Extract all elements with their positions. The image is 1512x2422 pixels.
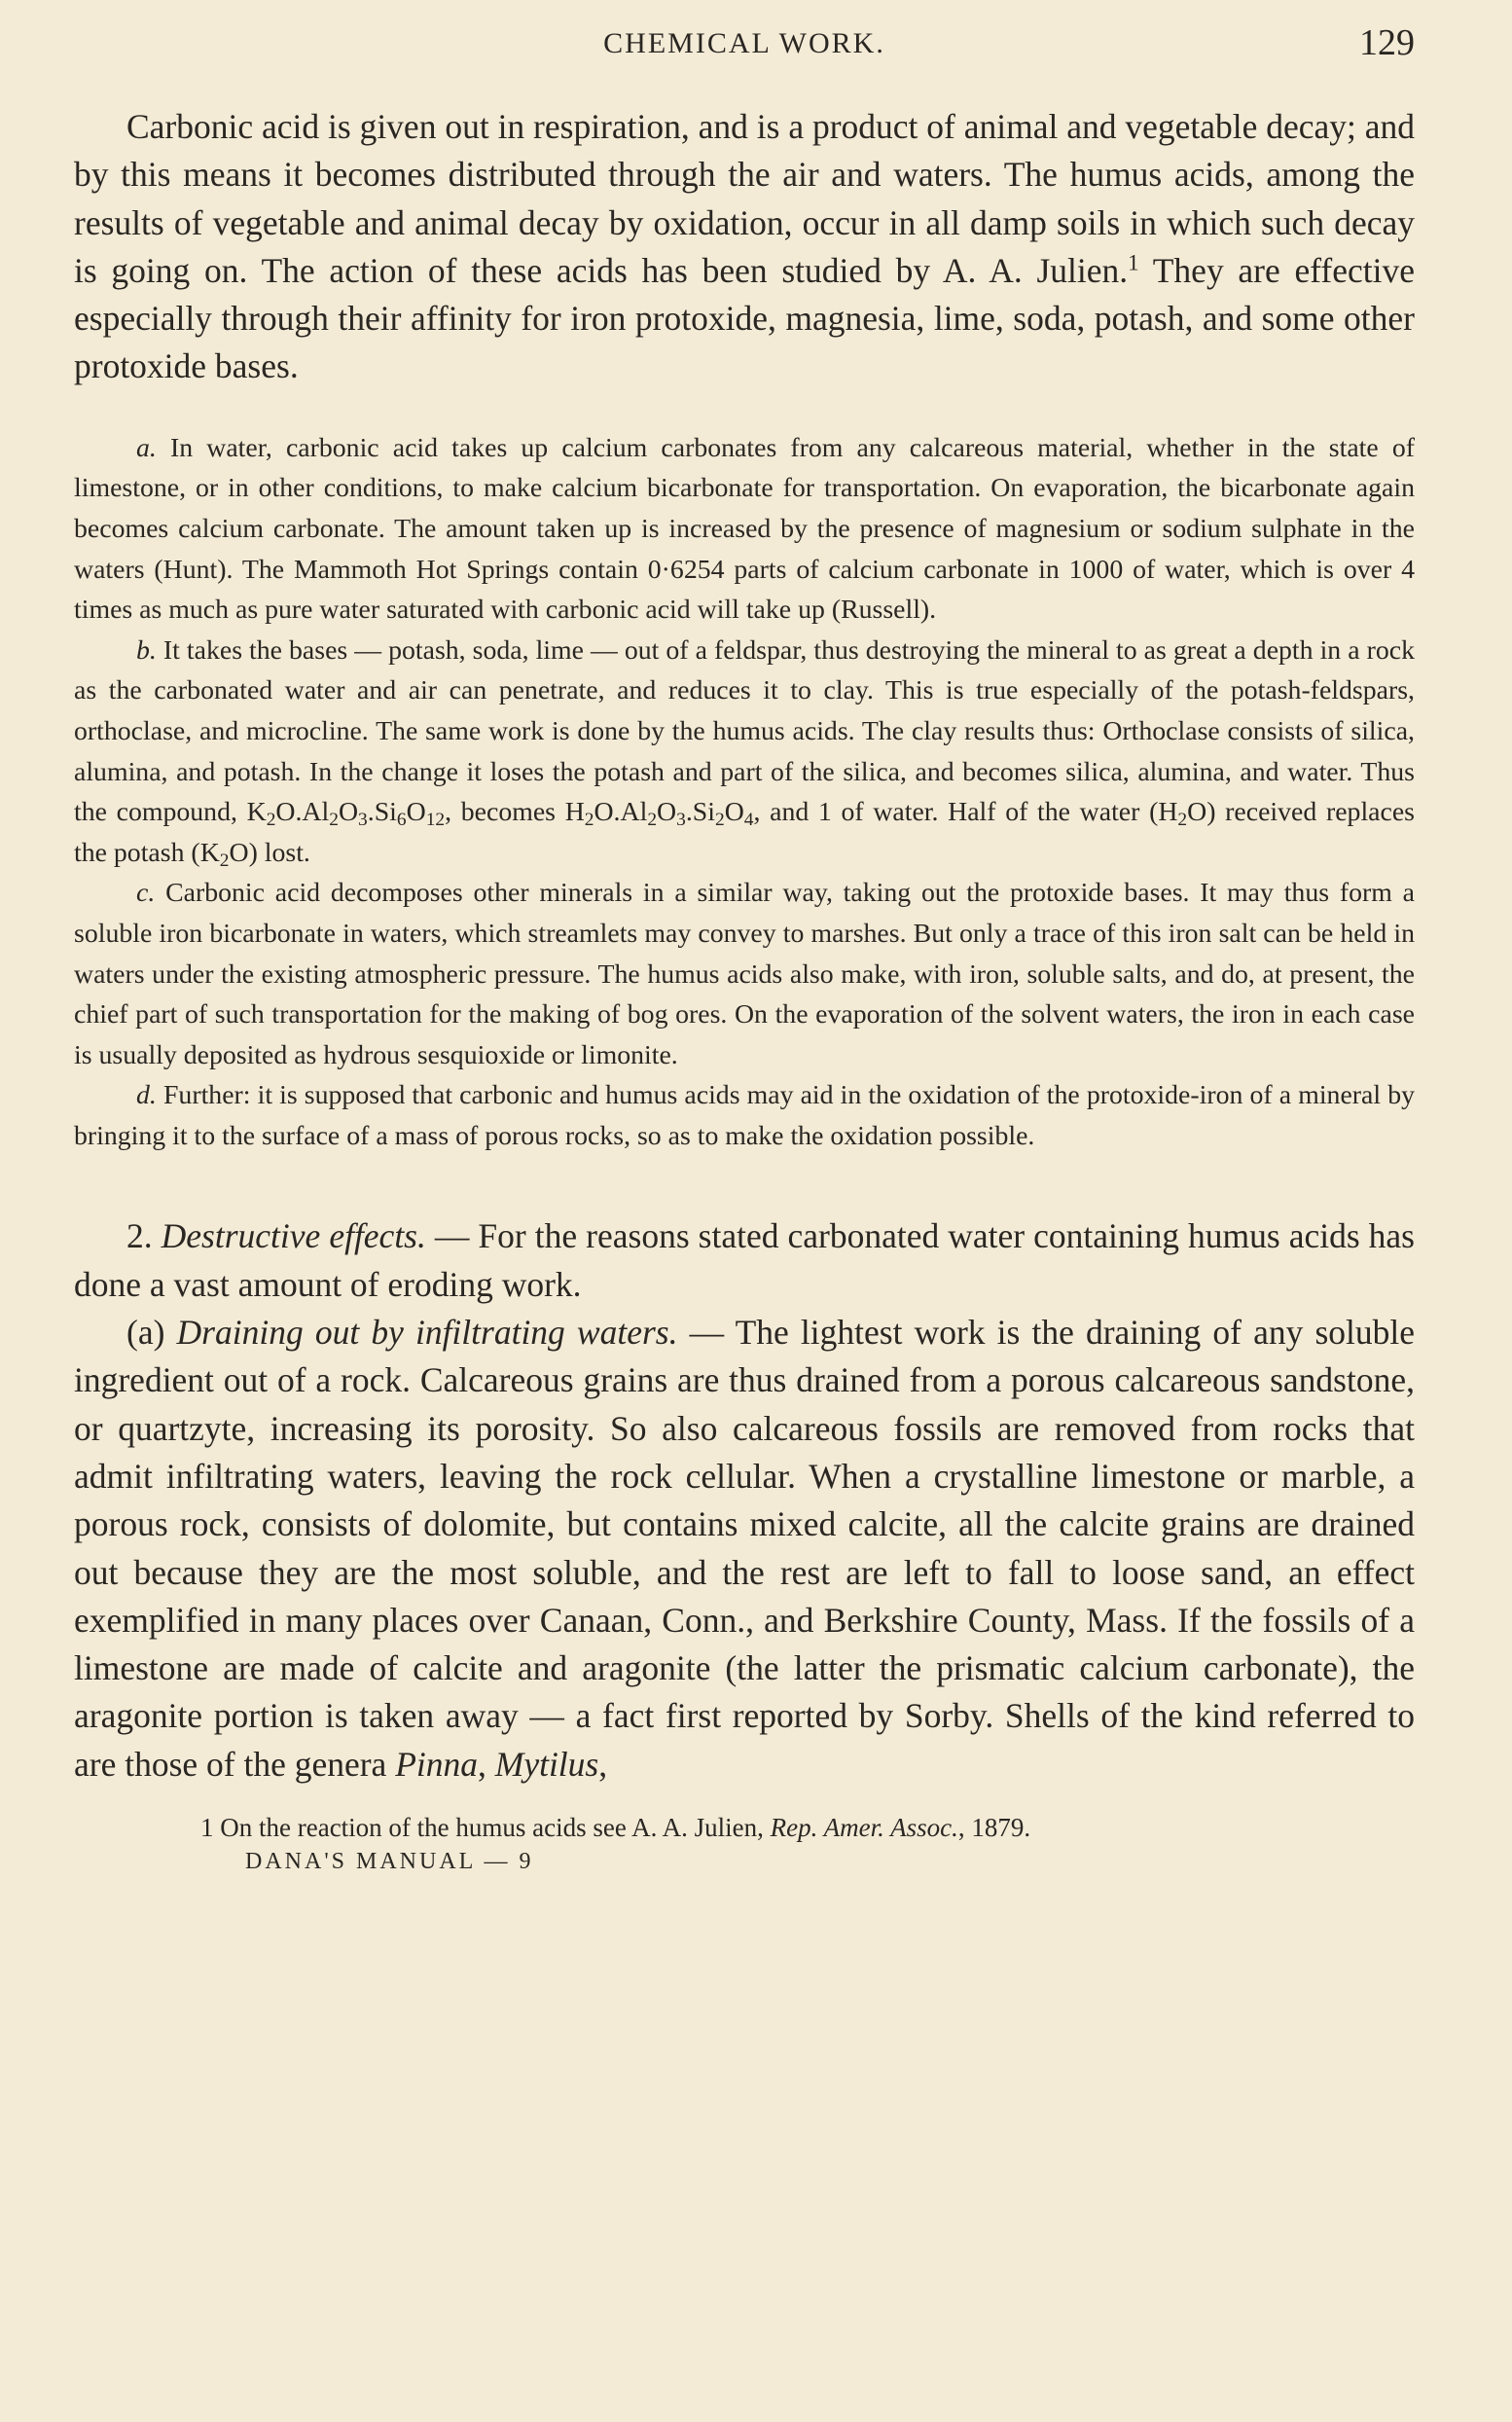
intro-text-after: They are effective especially through their affinity for iron protoxide, magnesia, lime, soda, potash, and some other protoxide bases. xyxy=(74,250,1416,386)
page xyxy=(74,19,1415,1875)
item-b-text-2: , becomes xyxy=(445,797,565,828)
subsection-a-heading: Draining out by infiltrating waters. xyxy=(176,1313,678,1353)
item-d xyxy=(74,1075,1415,1156)
genus-pinna: Pinna xyxy=(395,1744,478,1784)
item-b-text-4: ) received replaces the potash ( xyxy=(74,797,1415,868)
subsection-a-label: (a) xyxy=(126,1313,177,1353)
formula-orthoclase: $K_2O.Al_2O_3.Si_6O_{12}$ xyxy=(246,797,446,830)
item-c xyxy=(74,873,1415,1075)
footnote-text: On the reaction of the humus acids see A. A. Julien, xyxy=(213,1813,771,1843)
section-2-paragraph xyxy=(74,1212,1415,1309)
subsection-a-paragraph xyxy=(74,1309,1415,1789)
item-a-text: In water, carbonic acid takes up calcium carbonates from any calcareous material, whether in the state of limestone, or in other conditions, to make calcium bicarbonate for transportation. On evaporation, the bicarbonate again becomes calcium carbonate. The amount taken up is increased by the presence of magnesium or sodium sulphate in the waters (Hunt). The Mammoth Hot Springs contain 0·6254 parts of calcium carbonate in 1000 of water, which is over 4 times as much as pure water saturated with carbonic acid will take up (Russell). xyxy=(74,432,1415,626)
item-d-text: Further: it is supposed that carbonic and humus acids may aid in the oxidation of the protoxide-iron of a mineral by bringing it to the surface of a mass of porous rocks, so as to make the oxidation possible. xyxy=(74,1080,1415,1151)
page-number: 129 xyxy=(1359,22,1415,63)
item-b-text-3: , and 1 of water. Half of the water ( xyxy=(753,797,1159,828)
genus-mytilus: Mytilus xyxy=(494,1744,599,1784)
section-2-number: 2. xyxy=(126,1216,162,1256)
signature-mark: DANA'S MANUAL — 9 xyxy=(245,1849,534,1875)
footnote xyxy=(74,1810,1415,1845)
intro-text: Carbonic acid is given out in respiration, and is a product of animal and vegetable decay; and by this means it becomes distributed through the air and waters. The humus acids, among the results of vegetable and animal decay by oxidation, occur in all damp soils in which such decay is going on. The action of these acids has been studied by A. A. Julien. xyxy=(74,107,1415,290)
item-d-label: d. xyxy=(136,1080,157,1111)
item-b-text-5: ) lost. xyxy=(248,837,310,868)
item-c-text: Carbonic acid decomposes other minerals in a similar way, taking out the protoxide bases. It may thus form a soluble iron bicarbonate in waters, which streamlets may convey to marshes. But only a trace of this iron salt can be held in waters under the existing atmospheric pressure. The humus acids also make, with iron, soluble salts, and do, at present, the chief part of such transportation for the making of bog ores. On the evaporation of the solvent waters, the iron in each case is usually deposited as hydrous sesquioxide or limonite. xyxy=(74,878,1415,1070)
footnote-ref: 1 xyxy=(1128,249,1139,275)
footnote-marker: 1 xyxy=(200,1813,214,1843)
formula-water: $H_2O$ xyxy=(1158,797,1207,830)
section-2-heading: Destructive effects. xyxy=(161,1216,426,1256)
subsection-a-end: , xyxy=(598,1744,608,1784)
item-a xyxy=(74,428,1415,631)
footnote-citation: Rep. Amer. Assoc. xyxy=(770,1813,958,1843)
section-2-text: — For the reasons stated carbonated water containing humus acids has done a vast amount of eroding work. xyxy=(74,1216,1415,1304)
formula-potash: $K_2O$ xyxy=(199,837,249,871)
subsection-a-text: — The lightest work is the draining of any soluble ingredient out of a rock. Calcareous grains are thus drained from a porous calcareous sandstone, or quartzyte, increasing its porosity. So also calcareous fossils are removed from rocks that admit infiltrating waters, leaving the rock cellular. When a crystalline limestone or marble, a porous rock, consists of dolomite, but contains mixed calcite, all the calcite grains are drained out because they are the most soluble, and the rest are left to fall to loose sand, an effect exemplified in many places over Canaan, Conn., and Berkshire County, Mass. If the fossils of a limestone are made of calcite and aragonite (the latter the prismatic calcium carbonate), the aragonite portion is taken away — a fact first reported by Sorby. Shells of the kind referred to are those of the genera xyxy=(74,1313,1416,1784)
formula-clay: $H_2O.Al_2O_3.Si_2O_4$ xyxy=(564,797,754,830)
item-c-label: c. xyxy=(136,878,156,909)
intro-paragraph xyxy=(74,103,1415,391)
footnote-year: , 1879. xyxy=(957,1813,1031,1843)
genus-separator: , xyxy=(478,1744,495,1784)
item-a-label: a. xyxy=(136,432,157,463)
items-block xyxy=(74,428,1415,1157)
item-b-label: b. xyxy=(136,634,157,666)
running-title: CHEMICAL WORK. xyxy=(603,27,885,59)
item-b xyxy=(74,631,1415,874)
running-head xyxy=(74,19,1415,70)
item-b-text-1: It takes the bases — potash, soda, lime — out of a feldspar, thus destroying the mineral to as great a depth in a rock as the carbonated water and air can penetrate, and reduces it to clay. This is true especially of the potash-feldspars, orthoclase, and microcline. The same work is done by the humus acids. The clay results thus: Orthoclase consists of silica, alumina, and potash. In the change it loses the potash and part of the silica, and becomes silica, alumina, and water. Thus the compound, xyxy=(74,634,1415,828)
